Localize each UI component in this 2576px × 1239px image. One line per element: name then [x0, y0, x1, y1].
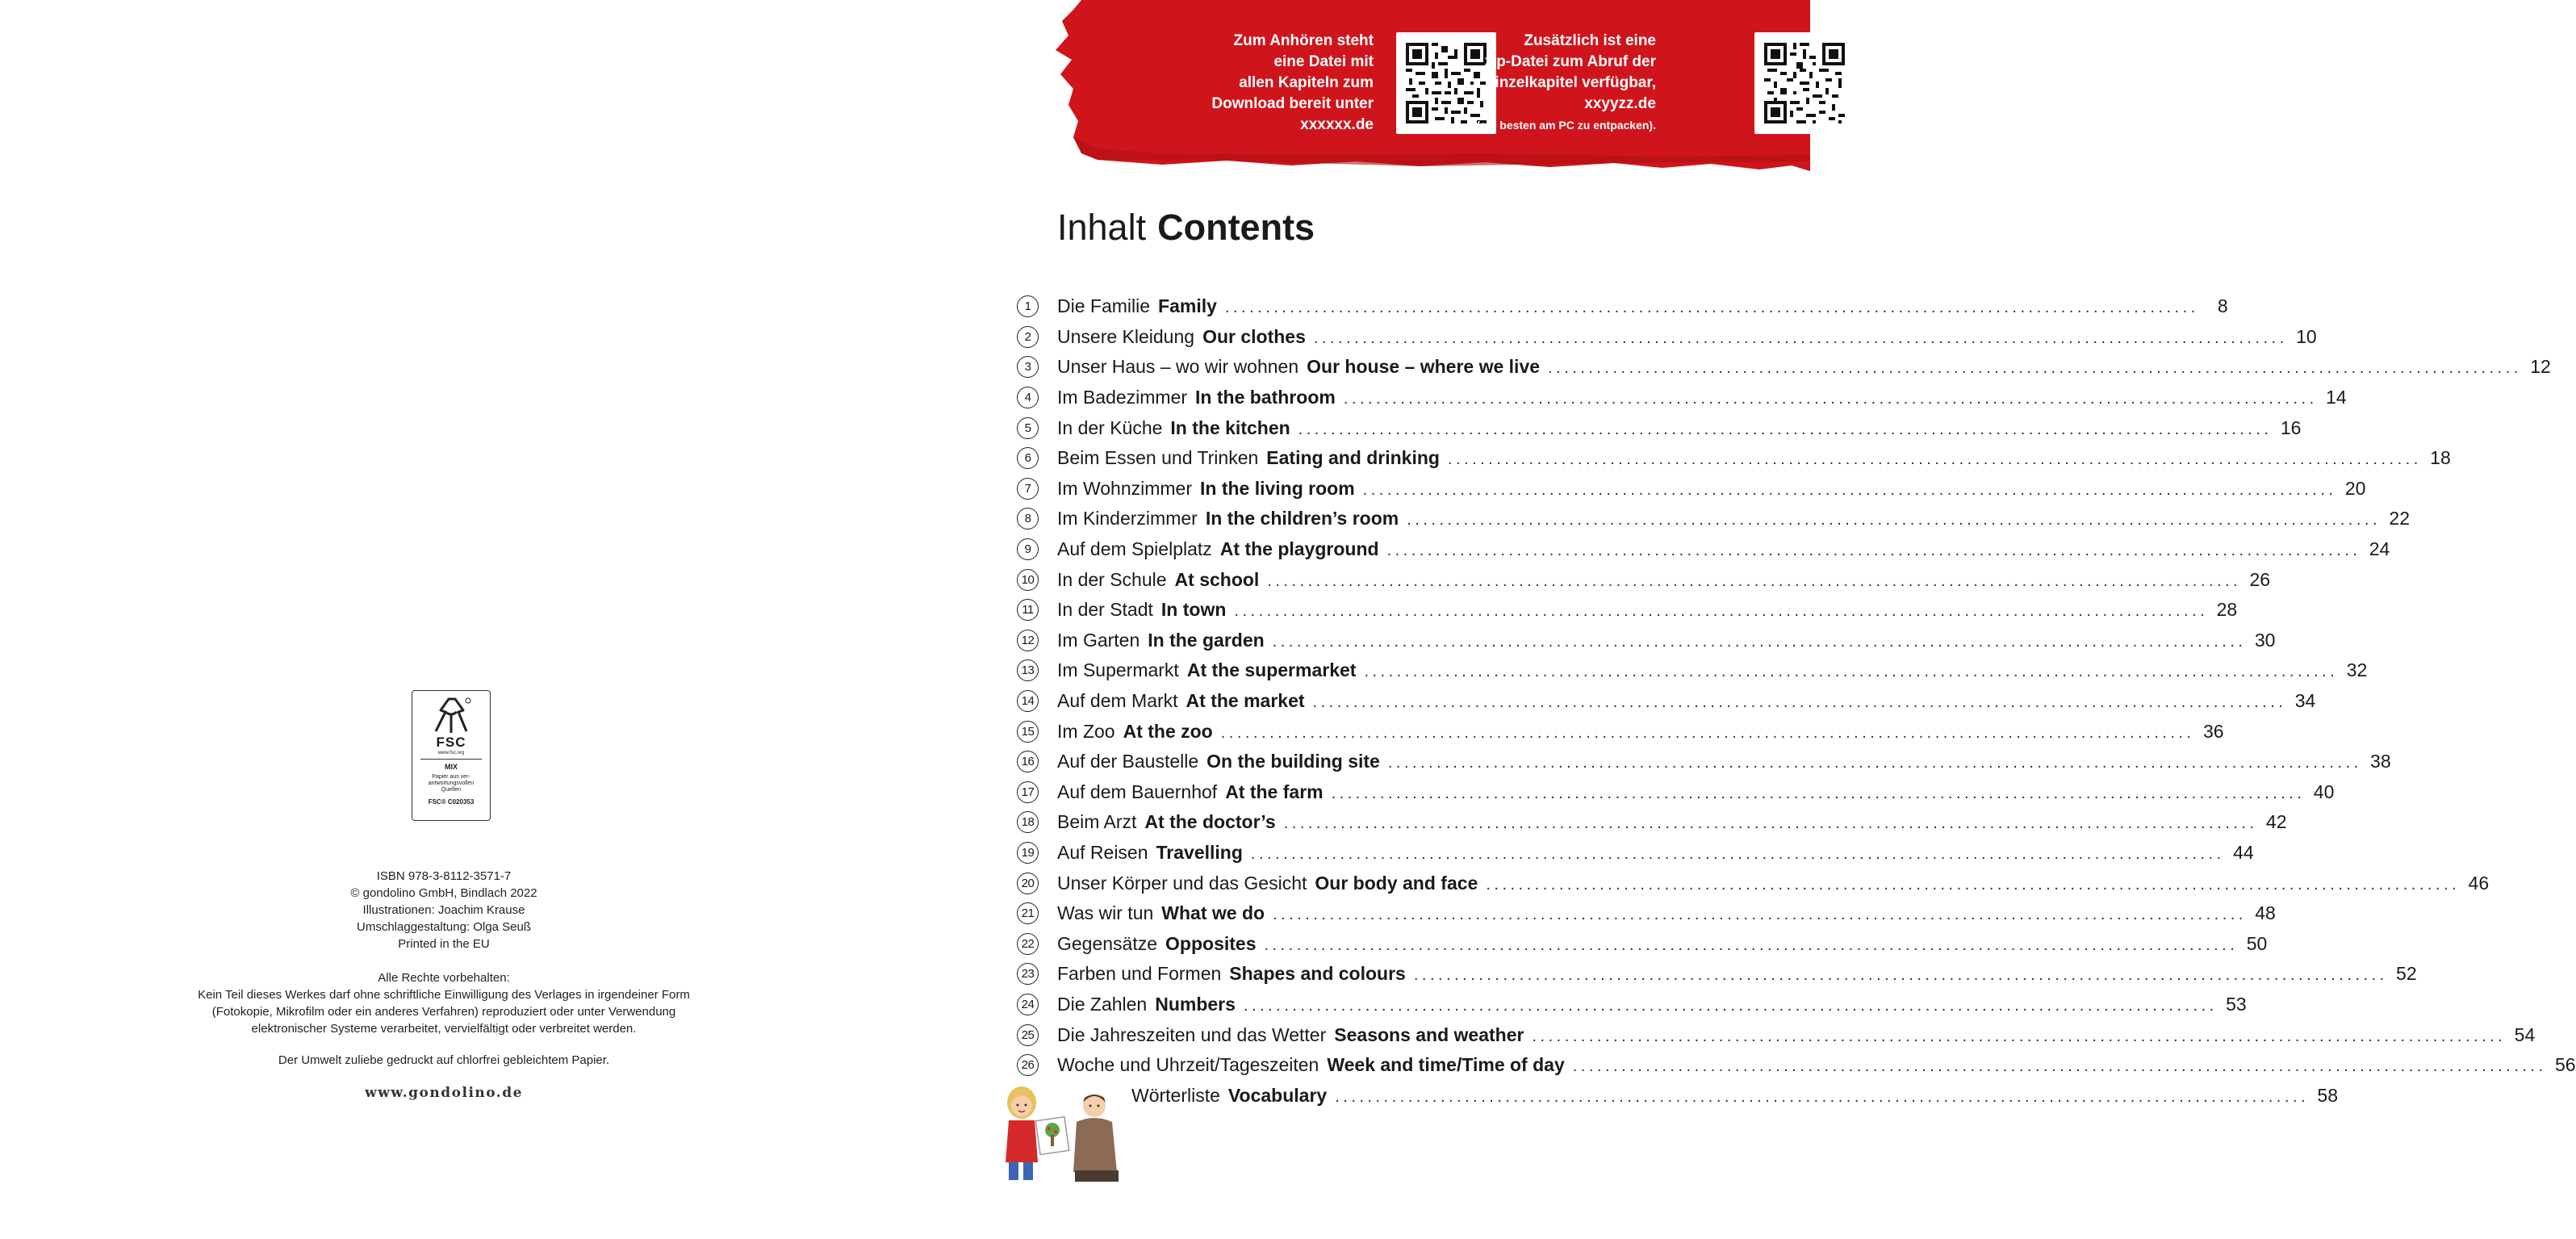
- website-link[interactable]: www.gondolino.de: [365, 1085, 523, 1101]
- chapter-number-badge: 1: [1017, 295, 1039, 317]
- toc-entry-text: [1057, 629, 2276, 651]
- toc-page-number: 38: [2370, 751, 2391, 772]
- toc-entry[interactable]: [1017, 1019, 2536, 1050]
- toc-leader-dots: ........................................................................................................................: [1335, 1087, 2309, 1106]
- toc-entry-text: [1057, 538, 2390, 560]
- toc-page-number: 36: [2202, 720, 2224, 742]
- toc-page-number: 24: [2369, 538, 2390, 560]
- banner-line: Zum Anhören steht: [1233, 32, 1374, 49]
- toc-title-en: At the doctor’s: [1144, 811, 1276, 833]
- toc-page-number: 14: [2326, 387, 2347, 408]
- toc-page-number: 40: [2313, 781, 2335, 802]
- toc-title-de: Beim Arzt: [1057, 811, 1137, 833]
- toc-entry-text: [1057, 781, 2335, 803]
- toc-leader-dots: ........................................................................................................................: [1220, 723, 2195, 742]
- toc-entry[interactable]: [1017, 595, 2238, 626]
- toc-entry[interactable]: [1017, 990, 2247, 1020]
- fsc-logo: [412, 690, 491, 821]
- toc-entry-text: [1057, 477, 2366, 500]
- chapter-number-badge: 16: [1017, 751, 1039, 772]
- qr-code-icon[interactable]: [1754, 32, 1855, 134]
- toc-entry[interactable]: [1017, 655, 2368, 686]
- toc-leader-dots: ........................................................................................................................: [1243, 996, 2218, 1015]
- toc-title-de: Gegensätze: [1057, 932, 1158, 954]
- page-title: [1057, 207, 1315, 249]
- toc-leader-dots: ........................................................................................................................: [1572, 1057, 2547, 1076]
- toc-entry[interactable]: [1017, 807, 2287, 838]
- toc-entry-text: [1057, 508, 2411, 530]
- toc-leader-dots: ........................................................................................................................: [1272, 632, 2247, 651]
- banner-url[interactable]: xxyyzz.de: [1584, 95, 1656, 112]
- table-of-contents: [1017, 291, 2576, 1111]
- toc-entry[interactable]: [1017, 777, 2335, 808]
- toc-leader-dots: ........................................................................................................................: [1548, 359, 2522, 378]
- environment-note: [145, 1052, 742, 1069]
- toc-entry-text: [1057, 963, 2417, 985]
- toc-entry-text: [1057, 751, 2391, 772]
- toc-page-number: 46: [2468, 872, 2490, 894]
- chapter-number-badge: 22: [1017, 933, 1039, 955]
- fsc-url: www.fsc.org: [437, 751, 465, 756]
- chapter-number-badge: 12: [1017, 630, 1039, 651]
- rights-line: elektronischer Systeme verarbeitet, vervielfältigt oder verbreitet werden.: [251, 1022, 637, 1036]
- toc-title-de: In der Stadt: [1057, 599, 1153, 621]
- toc-entry[interactable]: [1017, 626, 2276, 656]
- toc-title-en: Vocabulary: [1227, 1084, 1328, 1106]
- chapter-number-badge: 9: [1017, 538, 1039, 560]
- toc-page-number: 52: [2396, 963, 2417, 985]
- toc-entry-text: [1057, 356, 2551, 378]
- toc-page-number: 20: [2344, 477, 2366, 499]
- toc-entry-text: [1131, 1084, 2338, 1107]
- toc-leader-dots: ........................................................................................................................: [1313, 329, 2288, 347]
- toc-page-number: 54: [2514, 1023, 2536, 1045]
- banner-line: Download bereit unter: [1211, 95, 1374, 112]
- toc-title-de: Im Badezimmer: [1057, 387, 1188, 408]
- fsc-divider: [420, 759, 483, 760]
- chapter-number-badge: 17: [1017, 781, 1039, 803]
- toc-title-en: In the living room: [1200, 477, 1355, 499]
- toc-entry-text: [1057, 902, 2276, 924]
- rights-line: Kein Teil dieses Werkes darf ohne schriftliche Einwilligung des Verlages in irgendeiner Form: [198, 988, 690, 1002]
- toc-page-number: 8: [2217, 295, 2228, 317]
- toc-title-de: Farben und Formen: [1057, 963, 1222, 985]
- toc-page-number: 58: [2317, 1084, 2338, 1106]
- toc-title-en: At school: [1174, 568, 1260, 590]
- fsc-desc-line: Quellen: [441, 787, 462, 793]
- toc-page-number: 50: [2246, 932, 2268, 954]
- toc-title-de: Auf der Baustelle: [1057, 751, 1199, 772]
- toc-page-number: 22: [2389, 508, 2411, 530]
- toc-title-en: Family: [1158, 295, 1217, 317]
- toc-page-number: 16: [2280, 416, 2302, 438]
- chapter-number-badge: 3: [1017, 356, 1039, 378]
- toc-title-de: Auf dem Markt: [1057, 690, 1178, 712]
- banner-line: allen Kapiteln zum: [1239, 74, 1374, 91]
- chapter-number-badge: 8: [1017, 508, 1039, 530]
- fsc-mix: MIX: [444, 763, 458, 771]
- toc-title-de: Was wir tun: [1057, 902, 1154, 924]
- toc-page-number: 32: [2346, 659, 2368, 681]
- toc-page-number: 56: [2554, 1054, 2576, 1076]
- toc-entry-text: [1057, 325, 2317, 348]
- toc-title-de: Im Garten: [1057, 629, 1140, 651]
- rights-block: [145, 969, 742, 1037]
- toc-title-de: Die Jahreszeiten und das Wetter: [1057, 1023, 1327, 1045]
- toc-page-number: 48: [2255, 902, 2276, 924]
- rights-line: (Fotokopie, Mikrofilm oder ein anderes Verfahren) reproduziert oder unter Verwendung: [211, 1005, 676, 1019]
- chapter-number-badge: 6: [1017, 447, 1039, 469]
- chapter-number-badge: 25: [1017, 1024, 1039, 1046]
- fsc-code: FSC® C020353: [428, 798, 475, 806]
- toc-leader-dots: ........................................................................................................................: [1273, 906, 2247, 924]
- banner-line: zip-Datei zum Abruf der: [1484, 53, 1656, 70]
- chapter-number-badge: 11: [1017, 599, 1039, 621]
- toc-entry-text: [1057, 993, 2247, 1015]
- toc-entry[interactable]: [1017, 686, 2316, 717]
- toc-title-de: Wörterliste: [1131, 1084, 1220, 1106]
- toc-page-number: 44: [2233, 841, 2254, 863]
- toc-page-number: 12: [2530, 356, 2551, 378]
- toc-entry[interactable]: [1017, 564, 2271, 595]
- toc-leader-dots: ........................................................................................................................: [1364, 663, 2339, 681]
- toc-title-de: In der Schule: [1057, 568, 1167, 590]
- banner-line: eine Datei mit: [1273, 53, 1374, 70]
- toc-leader-dots: ........................................................................................................................: [1447, 450, 2422, 469]
- toc-leader-dots: ........................................................................................................................: [1386, 542, 2361, 560]
- toc-page-number: 28: [2216, 599, 2238, 621]
- toc-entry-text: [1057, 387, 2347, 408]
- banner-note: (am besten am PC zu entpacken).: [1476, 119, 1656, 132]
- toc-entry[interactable]: [1017, 928, 2268, 959]
- chapter-number-badge: 26: [1017, 1054, 1039, 1076]
- toc-title-de: Im Supermarkt: [1057, 659, 1179, 681]
- chapter-number-badge: 2: [1017, 326, 1039, 348]
- toc-entry-text: [1057, 1054, 2576, 1076]
- toc-page-number: 42: [2265, 811, 2287, 833]
- toc-leader-dots: ........................................................................................................................: [1343, 390, 2318, 408]
- toc-title-de: Unsere Kleidung: [1057, 325, 1195, 347]
- toc-entry[interactable]: [1017, 352, 2551, 383]
- cover-design-line: Umschlaggestaltung: Olga Seuß: [357, 920, 531, 934]
- page-title-en: Contents: [1157, 207, 1315, 248]
- chapter-number-badge: 4: [1017, 387, 1039, 408]
- toc-entry[interactable]: [1017, 383, 2347, 413]
- chapter-number-badge: 14: [1017, 690, 1039, 712]
- download-banner: [1049, 0, 1810, 170]
- toc-entry[interactable]: [1017, 534, 2390, 565]
- toc-entry[interactable]: [1017, 898, 2276, 929]
- toc-entry[interactable]: [1017, 868, 2490, 898]
- chapter-number-badge: 10: [1017, 569, 1039, 591]
- toc-leader-dots: ........................................................................................................................: [1362, 480, 2337, 499]
- toc-entry[interactable]: [1017, 322, 2317, 353]
- toc-entry-text: [1057, 932, 2268, 955]
- toc-leader-dots: ........................................................................................................................: [1486, 875, 2461, 894]
- fsc-tree-icon: [428, 696, 475, 736]
- environment-line: Der Umwelt zuliebe gedruckt auf chlorfrei gebleichtem Papier.: [278, 1053, 610, 1067]
- toc-entry-text: [1057, 416, 2302, 439]
- toc-entry-text: [1057, 811, 2287, 833]
- toc-title-en: Our body and face: [1315, 872, 1478, 894]
- toc-leader-dots: ........................................................................................................................: [1387, 754, 2362, 772]
- toc-title-de: In der Küche: [1057, 416, 1163, 438]
- toc-entry[interactable]: [1017, 838, 2254, 869]
- banner-url[interactable]: xxxxxx.de: [1300, 116, 1374, 133]
- toc-title-de: Auf dem Bauernhof: [1057, 781, 1218, 802]
- toc-title-en: In the children’s room: [1205, 508, 1399, 530]
- toc-entry[interactable]: [1017, 1050, 2576, 1081]
- banner-line: Zusätzlich ist eine: [1524, 32, 1656, 49]
- toc-title-de: Die Familie: [1057, 295, 1151, 317]
- toc-title-en: Seasons and weather: [1334, 1023, 1524, 1045]
- toc-title-en: In the bathroom: [1195, 387, 1336, 408]
- toc-entry-text: [1057, 295, 2228, 317]
- toc-title-en: Week and time/Time of day: [1327, 1054, 1565, 1076]
- toc-title-de: Im Zoo: [1057, 720, 1115, 742]
- toc-title-de: Im Wohnzimmer: [1057, 477, 1192, 499]
- toc-title-en: At the zoo: [1123, 720, 1213, 742]
- toc-title-en: Eating and drinking: [1266, 447, 1440, 469]
- toc-leader-dots: ........................................................................................................................: [1413, 966, 2388, 985]
- toc-leader-dots: ........................................................................................................................: [1224, 299, 2199, 317]
- toc-title-en: Shapes and colours: [1229, 963, 1406, 985]
- toc-entry-text: [1057, 690, 2316, 712]
- toc-title-de: Woche und Uhrzeit/Tageszeiten: [1057, 1054, 1319, 1076]
- toc-title-en: Travelling: [1156, 841, 1243, 863]
- toc-title-en: At the supermarket: [1186, 659, 1357, 681]
- rights-line: Alle Rechte vorbehalten:: [378, 971, 510, 985]
- toc-entry-text: [1057, 568, 2271, 591]
- toc-title-en: On the building site: [1206, 751, 1380, 772]
- toc-title-en: At the market: [1186, 690, 1305, 712]
- toc-title-en: At the farm: [1225, 781, 1324, 802]
- toc-entry[interactable]: [1017, 474, 2366, 504]
- toc-page-number: 26: [2249, 568, 2271, 590]
- page-title-de: Inhalt: [1057, 207, 1147, 248]
- fsc-desc-line: Papier aus ver-: [432, 774, 470, 780]
- chapter-number-badge: 18: [1017, 811, 1039, 833]
- toc-entry-text: [1057, 659, 2368, 681]
- fsc-description: [417, 774, 485, 793]
- toc-page-number: 30: [2254, 629, 2276, 651]
- toc-entry[interactable]: [1017, 959, 2417, 990]
- toc-entry-text: [1057, 720, 2224, 743]
- toc-entry-text: [1057, 447, 2451, 469]
- toc-title-en: In town: [1160, 599, 1227, 621]
- banner-line: Einzelkapitel verfügbar,: [1484, 74, 1656, 91]
- toc-entry[interactable]: [1017, 443, 2451, 474]
- toc-title-de: Unser Haus – wo wir wohnen: [1057, 356, 1299, 378]
- toc-leader-dots: ........................................................................................................................: [1267, 571, 2242, 590]
- toc-entry-text: [1057, 872, 2490, 894]
- toc-entry-text: [1057, 599, 2238, 621]
- toc-leader-dots: ........................................................................................................................: [1264, 936, 2239, 954]
- toc-title-de: Auf Reisen: [1057, 841, 1148, 863]
- toc-title-de: Beim Essen und Trinken: [1057, 447, 1259, 469]
- chapter-number-badge: 20: [1017, 873, 1039, 894]
- toc-title-de: Im Kinderzimmer: [1057, 508, 1198, 530]
- download-text-left: [1122, 31, 1374, 136]
- toc-leader-dots: ........................................................................................................................: [1298, 420, 2273, 438]
- chapter-number-badge: 15: [1017, 721, 1039, 743]
- copyright-line: © gondolino GmbH, Bindlach 2022: [350, 886, 537, 900]
- toc-title-de: Auf dem Spielplatz: [1057, 538, 1212, 560]
- chapter-number-badge: 24: [1017, 994, 1039, 1015]
- toc-leader-dots: ........................................................................................................................: [1283, 814, 2258, 833]
- toc-page-number: 34: [2294, 690, 2316, 712]
- toc-page-number: 10: [2296, 325, 2317, 347]
- toc-page-number: 53: [2226, 993, 2247, 1015]
- toc-leader-dots: ........................................................................................................................: [1407, 511, 2382, 530]
- toc-title-en: Opposites: [1165, 932, 1257, 954]
- illustrations-line: Illustrationen: Joachim Krause: [362, 903, 525, 917]
- toc-title-de: Unser Körper und das Gesicht: [1057, 872, 1307, 894]
- toc-entry[interactable]: [1017, 716, 2224, 747]
- fsc-desc-line: antwortungsvollen: [428, 781, 475, 786]
- chapter-number-badge: 5: [1017, 417, 1039, 439]
- toc-entry[interactable]: [1017, 291, 2228, 322]
- toc-leader-dots: ........................................................................................................................: [1234, 602, 2209, 621]
- toc-title-en: In the kitchen: [1170, 416, 1290, 438]
- toc-title-en: At the playground: [1219, 538, 1379, 560]
- toc-entry-text: [1057, 1023, 2536, 1046]
- toc-leader-dots: ........................................................................................................................: [1312, 693, 2287, 712]
- toc-entry[interactable]: [1017, 504, 2411, 534]
- printed-line: Printed in the EU: [398, 937, 490, 951]
- toc-leader-dots: ........................................................................................................................: [1250, 844, 2225, 863]
- children-illustration: [991, 1082, 1128, 1185]
- toc-title-en: What we do: [1161, 902, 1265, 924]
- toc-title-en: In the garden: [1148, 629, 1265, 651]
- imprint-block: [145, 868, 742, 952]
- toc-leader-dots: ........................................................................................................................: [1331, 784, 2306, 802]
- toc-title-en: Our house – where we live: [1307, 356, 1541, 378]
- isbn-line: ISBN 978-3-8112-3571-7: [376, 869, 512, 883]
- fsc-name: FSC: [436, 735, 466, 750]
- toc-title-en: Our clothes: [1202, 325, 1306, 347]
- toc-entry-text: [1057, 841, 2254, 864]
- toc-entry[interactable]: [1017, 412, 2302, 443]
- toc-page-number: 18: [2430, 447, 2451, 469]
- chapter-number-badge: 21: [1017, 902, 1039, 924]
- chapter-number-badge: 19: [1017, 842, 1039, 864]
- chapter-number-badge: 13: [1017, 659, 1039, 681]
- toc-title-de: Die Zahlen: [1057, 993, 1148, 1015]
- toc-entry[interactable]: [1017, 747, 2391, 777]
- chapter-number-badge: 23: [1017, 963, 1039, 985]
- download-text-right: [1404, 31, 1656, 136]
- toc-title-en: Numbers: [1155, 993, 1236, 1015]
- chapter-number-badge: 7: [1017, 478, 1039, 500]
- toc-leader-dots: ........................................................................................................................: [1532, 1027, 2507, 1045]
